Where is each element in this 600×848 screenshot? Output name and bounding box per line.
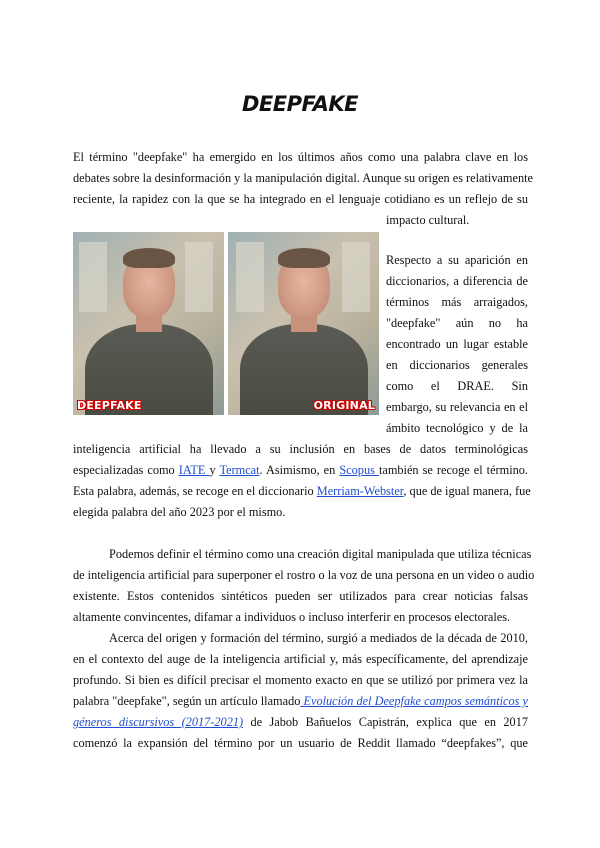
paragraph-2-side-line: diccionarios, a diferencia de bbox=[386, 274, 528, 288]
text-span: , que de igual manera, fue bbox=[403, 484, 531, 498]
paragraph-2-side-line: embargo, su relevancia en el bbox=[386, 400, 528, 414]
paragraph-2-side-line: encontrado un lugar estable bbox=[386, 337, 528, 351]
paragraph-2-line bbox=[73, 462, 528, 478]
text-span: Esta palabra, además, se recoge en el diccionario bbox=[73, 484, 317, 498]
document-title: DEEPFAKE bbox=[241, 92, 359, 116]
paragraph-3-line: altamente convincentes, difamar a individuos o incluso interferir en procesos electorales. bbox=[73, 610, 511, 624]
text-span: también se recoge el término. bbox=[378, 463, 528, 477]
article-link-continued[interactable]: géneros discursivos (2017-2021) bbox=[73, 715, 244, 729]
paragraph-3-line: existente. Estos contenidos sintéticos pueden ser utilizados para crear noticias falsas bbox=[73, 589, 528, 603]
paragraph-3-line: de inteligencia artificial para superponer el rostro o la voz de una persona en un video o audio bbox=[73, 568, 535, 582]
merriam-webster-link[interactable]: Merriam-Webster bbox=[316, 484, 404, 498]
paragraph-1-line-2: debates sobre la desinformación y la manipulación digital. Aunque su origen es relativamente bbox=[73, 171, 533, 185]
termcat-link[interactable]: Termcat bbox=[219, 463, 260, 477]
paragraph-4-line bbox=[73, 693, 528, 709]
paragraph-4-line: en el contexto del auge de la inteligencia artificial y, más específicamente, del aprendizaje bbox=[73, 652, 528, 666]
text-span: . Asimismo, en bbox=[259, 463, 340, 477]
paragraph-2-side-line: en diccionarios generales bbox=[386, 358, 528, 372]
scopus-link[interactable]: Scopus bbox=[339, 463, 379, 477]
paragraph-1-line-1: El término "deepfake" ha emergido en los últimos años como una palabra clave en los bbox=[73, 150, 528, 164]
paragraph-2-side-line: "deepfake" aún no ha bbox=[386, 316, 528, 330]
paragraph-2-side-line: como el DRAE. Sin bbox=[386, 379, 528, 393]
article-link[interactable]: Evolución del Deepfake campos semánticos y bbox=[300, 694, 528, 708]
paragraph-1-line-4: impacto cultural. bbox=[386, 213, 470, 227]
original-label: ORIGINAL bbox=[313, 399, 375, 412]
original-photo bbox=[228, 232, 379, 415]
text-span: de Jabob Bañuelos Capistrán, explica que en 2017 bbox=[243, 715, 528, 729]
paragraph-4-line: comenzó la expansión del término por un usuario de Reddit llamado “deepfakes”, que bbox=[73, 736, 528, 750]
paragraph-2-side-line: términos más arraigados, bbox=[386, 295, 528, 309]
paragraph-2-line: inteligencia artificial ha llevado a su inclusión en bases de datos terminológicas bbox=[73, 442, 528, 456]
paragraph-3-line: Podemos definir el término como una creación digital manipulada que utiliza técnicas bbox=[109, 547, 532, 561]
paragraph-2-line bbox=[73, 483, 531, 499]
paragraph-4-line: profundo. Si bien es difícil precisar el momento exacto en que se utilizó por primera vez la bbox=[73, 673, 528, 687]
text-span: palabra "deepfake", según un artículo llamado bbox=[73, 694, 301, 708]
paragraph-2-side-line: Respecto a su aparición en bbox=[386, 253, 528, 267]
deepfake-photo bbox=[73, 232, 224, 415]
deepfake-comparison-image bbox=[73, 232, 379, 415]
text-span: y bbox=[209, 463, 220, 477]
paragraph-4-line bbox=[73, 714, 528, 730]
paragraph-4-line: Acerca del origen y formación del término, surgió a mediados de la década de 2010, bbox=[109, 631, 528, 645]
paragraph-2-line: elegida palabra del año 2023 por el mismo. bbox=[73, 505, 286, 519]
text-span: especializadas como bbox=[73, 463, 179, 477]
paragraph-2-side-line: ámbito tecnológico y de la bbox=[386, 421, 528, 435]
paragraph-1-line-3: reciente, la rapidez con la que se ha integrado en el lenguaje cotidiano es un reflejo de su bbox=[73, 192, 528, 206]
deepfake-label: DEEPFAKE bbox=[77, 399, 142, 412]
iate-link[interactable]: IATE bbox=[178, 463, 210, 477]
